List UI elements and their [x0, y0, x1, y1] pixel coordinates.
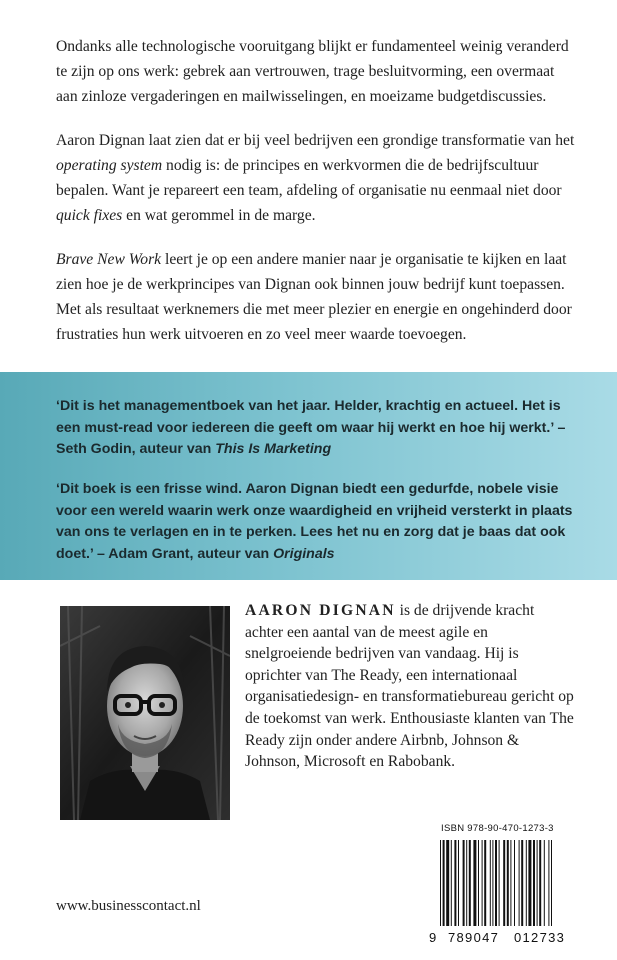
barcode-bar	[466, 840, 467, 926]
barcode-bar	[548, 840, 549, 926]
author-name: AARON DIGNAN	[245, 602, 396, 619]
barcode-bar	[492, 840, 493, 926]
isbn-barcode	[428, 838, 588, 946]
barcode-digits-left: 789047	[448, 930, 500, 945]
author-bio-text: is de drijvende kracht achter een aantal van de meest agile en snelgroeiende bedrijven van vandaag. Hij is oprichter van The Ready, een internationaal organisatiedesign- en transformatiebureau gericht op de toekomst van werk. Enthousiaste klanten van The Ready zijn onder andere Airbnb, Johnson & Johnson, Microsoft en Rabobank.	[245, 602, 574, 771]
barcode-bar	[446, 840, 449, 926]
blurb-paragraph-3: Brave New Work leert je op een andere manier naar je organisatie te kijken en laat zien hoe je de werkprincipes van Dignan ook binnen jouw bedrijf kunt toepassen. Met als resultaat werknemers die met meer plezier en energie en ongehinderd door frustraties hun werk uitvoeren en zo veel meer waarde toevoegen.	[56, 251, 572, 343]
barcode-bar	[533, 840, 535, 926]
back-cover-blurb	[56, 34, 576, 366]
barcode-bar	[454, 840, 456, 926]
barcode-bar	[440, 840, 441, 926]
barcode-bar	[458, 840, 459, 926]
endorsement-quote-adam-grant: ‘Dit boek is een frisse wind. Aaron Dignan biedt een gedurfde, nobele visie voor een wereld waarin werk onze waardigheid en vrijheid versterkt in plaats van ons te verlagen en in te perken. Lees het nu en zorg dat je baas dat ook doet.’ – Adam Grant, auteur van Originals	[56, 481, 573, 562]
barcode-bar	[469, 840, 471, 926]
barcode-digits-right: 012733	[514, 930, 566, 945]
barcode-graphic	[428, 838, 588, 946]
author-portrait-illustration	[60, 606, 230, 820]
barcode-bar	[544, 840, 545, 926]
endorsement-quote-seth-godin: ‘Dit is het managementboek van het jaar. Helder, krachtig en actueel. Het is een must-read voor iedereen die geeft om waar hij werkt en hoe hij werkt.’ – Seth Godin, auteur van This Is Marketing	[56, 398, 566, 457]
barcode-bar	[510, 840, 511, 926]
barcode-bar	[478, 840, 479, 926]
barcode-bar	[490, 840, 491, 926]
barcode-bar	[526, 840, 527, 926]
barcode-bar	[537, 840, 538, 926]
barcode-bar	[514, 840, 515, 926]
barcode-bar	[503, 840, 505, 926]
barcode-bar	[495, 840, 497, 926]
barcode-bar	[528, 840, 531, 926]
isbn-label: ISBN 978-90-470-1273-3	[441, 823, 554, 834]
barcode-bar	[551, 840, 552, 926]
barcode-bar	[521, 840, 523, 926]
barcode-bar	[507, 840, 509, 926]
author-photo	[60, 606, 230, 820]
author-bio	[245, 600, 575, 773]
blurb-paragraph-1: Ondanks alle technologische vooruitgang blijkt er fundamenteel weinig veranderd te zijn op ons werk: gebrek aan vertrouwen, trage besluitvorming, een overmaat aan zinloze vergaderingen en mailwisselingen, en moeizame budgetdiscussies.	[56, 38, 569, 105]
publisher-website[interactable]: www.businesscontact.nl	[56, 898, 201, 914]
barcode-bar	[519, 840, 520, 926]
barcode-bar	[463, 840, 465, 926]
endorsement-band	[0, 372, 617, 580]
blurb-paragraph-2: Aaron Dignan laat zien dat er bij veel bedrijven een grondige transformatie van het operating system nodig is: de principes en werkvormen die de bedrijfscultuur bepalen. Want je repareert een team, afdeling of organisatie nu eenmaal niet door quick fixes en wat gerommel in de marge.	[56, 132, 575, 224]
barcode-bar	[443, 840, 445, 926]
barcode-bar	[482, 840, 483, 926]
barcode-bar	[451, 840, 452, 926]
barcode-bar	[484, 840, 486, 926]
barcode-digit-first: 9	[429, 930, 437, 945]
barcode-bar	[499, 840, 500, 926]
barcode-bar	[539, 840, 541, 926]
barcode-bar	[473, 840, 476, 926]
